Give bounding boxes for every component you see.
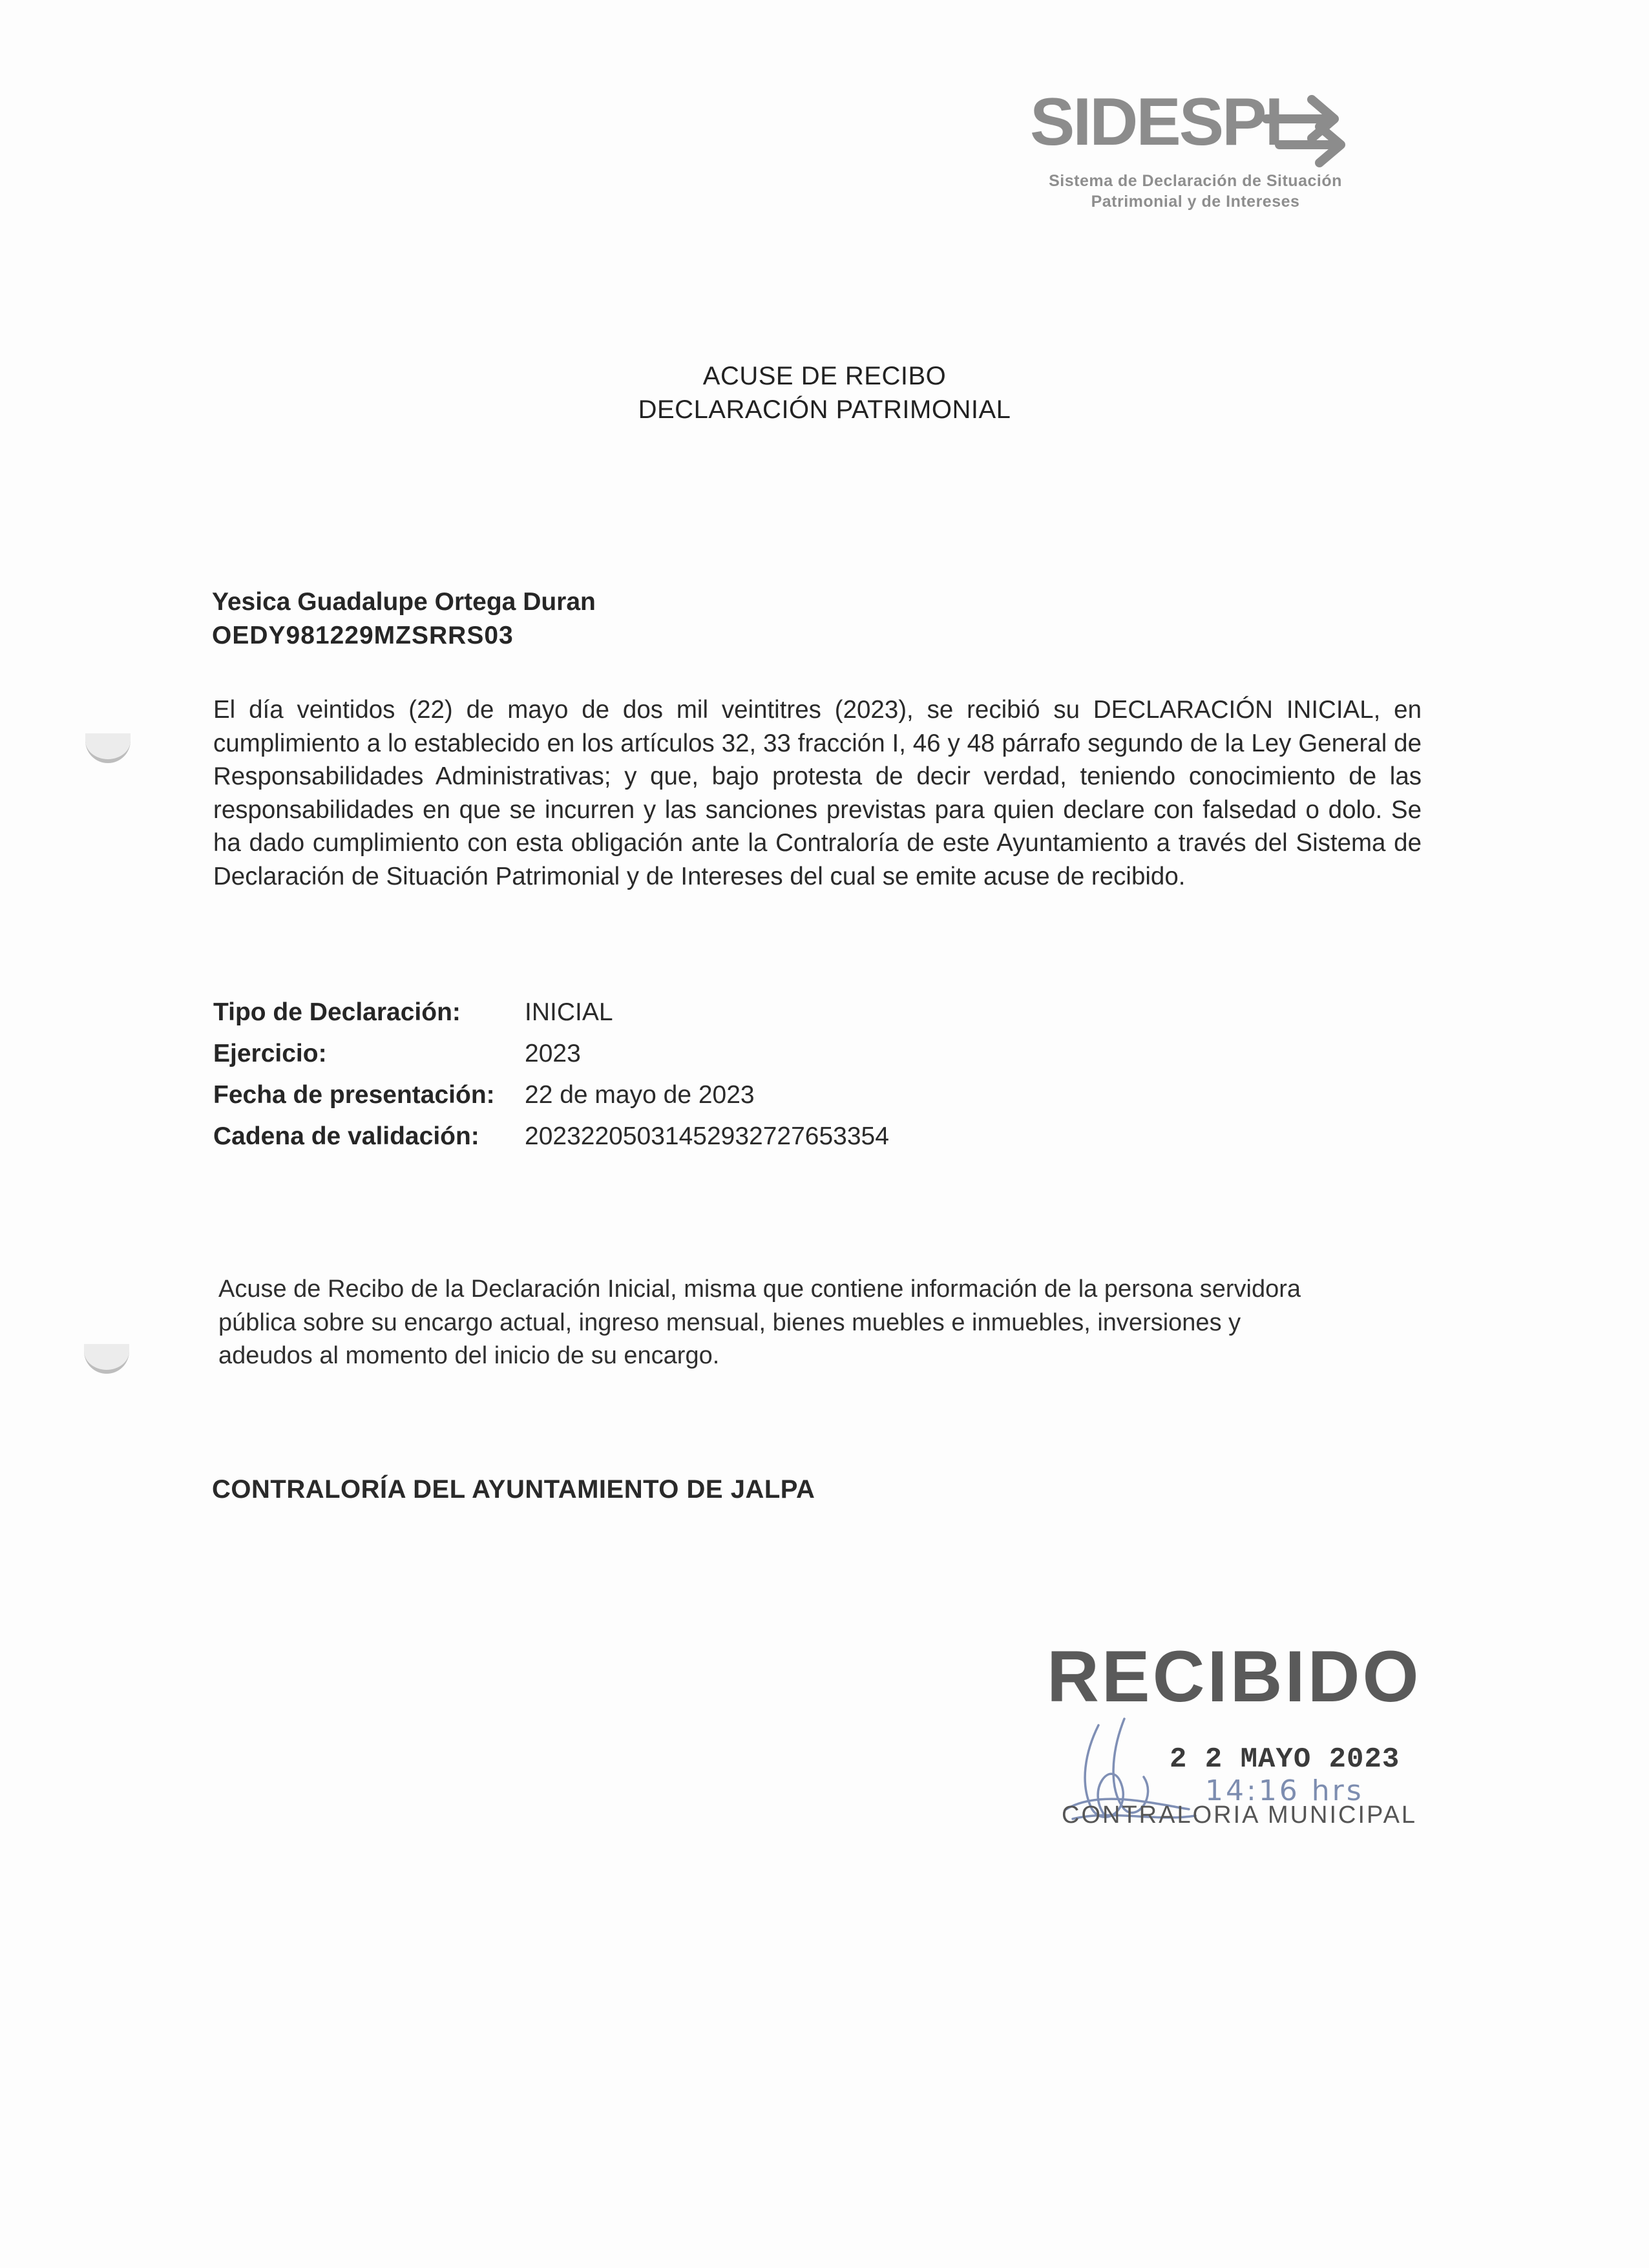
declarant-rfc: OEDY981229MZSRRS03 [212,622,514,649]
logo-subtitle-line1: Sistema de Declaración de Situación [1049,172,1342,190]
detail-label: Tipo de Declaración: [213,998,461,1026]
document-subtitle: DECLARACIÓN PATRIMONIAL [638,395,1011,424]
declaration-note: Acuse de Recibo de la Declaración Inicial, misma que contiene información de la persona servidora pública sobre su encargo actual, ingreso mensual, bienes muebles e inmuebles, inversiones y adeudos al momento del inicio de su encargo. [218,1276,1301,1369]
punch-hole [85,733,131,763]
issuing-office: CONTRALORÍA DEL AYUNTAMIENTO DE JALPA [212,1475,815,1504]
body-paragraph: El día veintidos (22) de mayo de dos mil veintitres (2023), se recibió su DECLARACIÓN INICIAL, en cumplimiento a lo establecido en los artículos 32, 33 fracción I, 46 y 48 párrafo segundo de la Ley General de Responsabilidades Administrativas; y que, bajo protesta de decir verdad, teniendo conocimiento de las responsabilidades en que se incurren y las sanciones previstas para quien declare con falsedad o dolo. Se ha dado cumplimiento con esta obligación ante la Contraloría de este Ayuntamiento a través del Sistema de Declaración de Situación Patrimonial y de Intereses del cual se emite acuse de recibido. [213,696,1422,890]
stamp-office: CONTRALORIA MUNICIPAL [1062,1801,1418,1829]
received-stamp [1040,1635,1441,1867]
stamp-time: 14:16 hrs [1205,1774,1364,1807]
sidespi-logo [1027,84,1363,213]
arrows-icon [1260,87,1357,171]
stamp-date: 2 2 MAYO 2023 [1170,1743,1400,1776]
detail-value: INICIAL [525,998,613,1026]
detail-value: 2023 [525,1040,581,1067]
logo-subtitle-line2: Patrimonial y de Intereses [1091,193,1300,211]
detail-label: Fecha de presentación: [213,1081,495,1109]
declarant-name: Yesica Guadalupe Ortega Duran [212,588,596,616]
detail-value: 20232205031452932727653354 [525,1122,889,1150]
logo-wordmark: SIDESPI [1030,85,1282,160]
document-title: ACUSE DE RECIBO [702,362,947,390]
punch-hole [84,1344,129,1374]
detail-label: Cadena de validación: [213,1122,479,1150]
stamp-title: RECIBIDO [1047,1636,1422,1717]
detail-value: 22 de mayo de 2023 [525,1081,755,1109]
detail-label: Ejercicio: [213,1040,327,1067]
